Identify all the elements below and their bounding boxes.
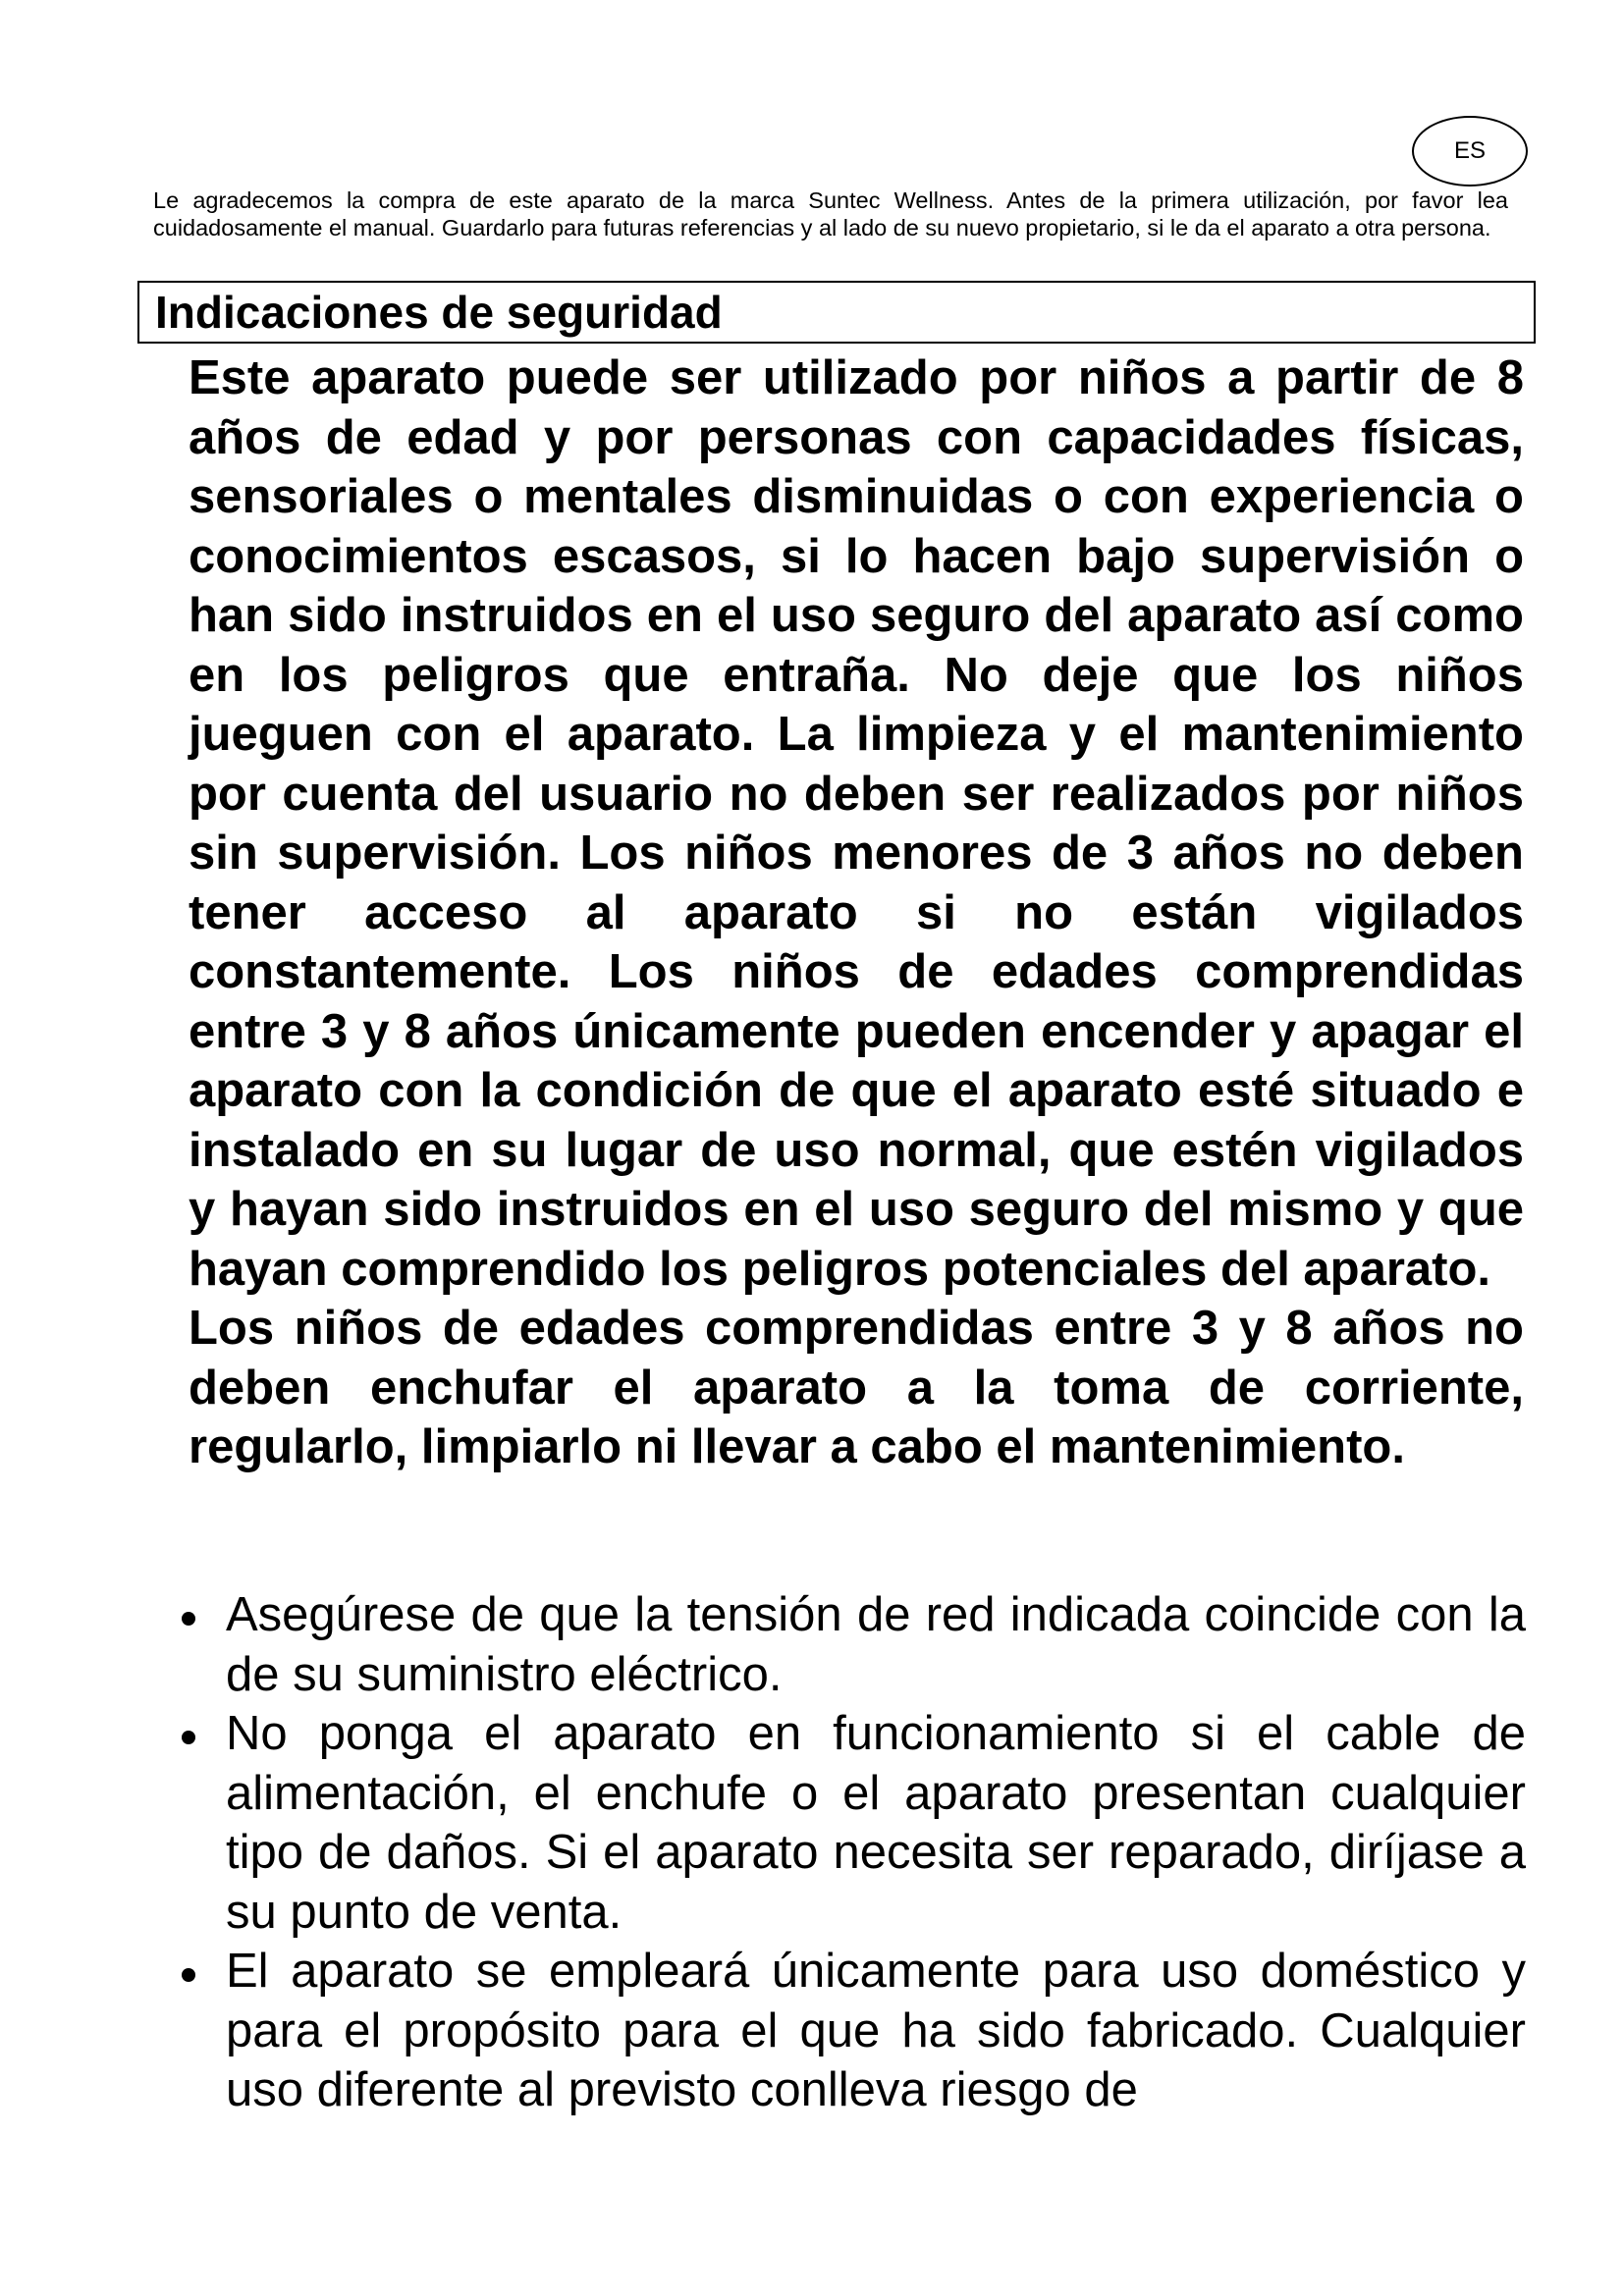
bullet-text: No ponga el aparato en funcionamiento si el cable de alimentación, el enchufe o el aparato presentan cualquier tipo de daños. Si el aparato necesita ser reparado, diríjase a su punto de venta. (226, 1707, 1526, 1939)
list-item (179, 1704, 1526, 1942)
bullet-icon (182, 1612, 195, 1626)
bold-paragraph: Este aparato puede ser utilizado por niños a partir de 8 años de edad y por personas con capacidades físicas, sensoriales o mentales disminuidas o con experiencia o conocimientos escasos, si lo hacen bajo supervisión o han sido instruidos en el uso seguro del aparato así como en los peligros que entraña. No deje que los niños jueguen con el aparato. La limpieza y el mantenimiento por cuenta del usuario no deben ser realizados por niños sin supervisión. Los niños menores de 3 años no deben tener acceso al aparato si no están vigilados constantemente. Los niños de edades comprendidas entre 3 y 8 años únicamente pueden encender y apagar el aparato con la condición de que el aparato esté situado e instalado en su lugar de uso normal, que estén vigilados y hayan sido instruidos en el uso seguro del mismo y que hayan comprendido los peligros potenciales del aparato. (189, 351, 1524, 1296)
bold-paragraph: Los niños de edades comprendidas entre 3 y 8 años no deben enchufar el aparato a la toma de corriente, regularlo, limpiarlo ni llevar a cabo el mantenimiento. (189, 1302, 1524, 1473)
list-item (179, 1585, 1526, 1704)
bullet-icon (182, 1968, 195, 1982)
bullet-text: El aparato se empleará únicamente para uso doméstico y para el propósito para el que ha sido fabricado. Cualquier uso diferente al previsto conlleva riesgo de (226, 1945, 1526, 2116)
language-badge: ES (1412, 116, 1528, 187)
safety-main-text (189, 348, 1524, 1477)
list-item (179, 1942, 1526, 2120)
intro-text: Le agradecemos la compra de este aparato de la marca Suntec Wellness. Antes de la primera utilización, por favor lea cuidadosamente el manual. Guardarlo para futuras referencias y al lado de su nuevo propietario, si le da el aparato a otra persona. (153, 187, 1508, 240)
safety-bullet-list (179, 1585, 1526, 2120)
bullet-text: Asegúrese de que la tensión de red indicada coincide con la de su suministro eléctrico. (226, 1588, 1526, 1701)
bullet-icon (182, 1731, 195, 1744)
section-title: Indicaciones de seguridad (137, 281, 1536, 344)
